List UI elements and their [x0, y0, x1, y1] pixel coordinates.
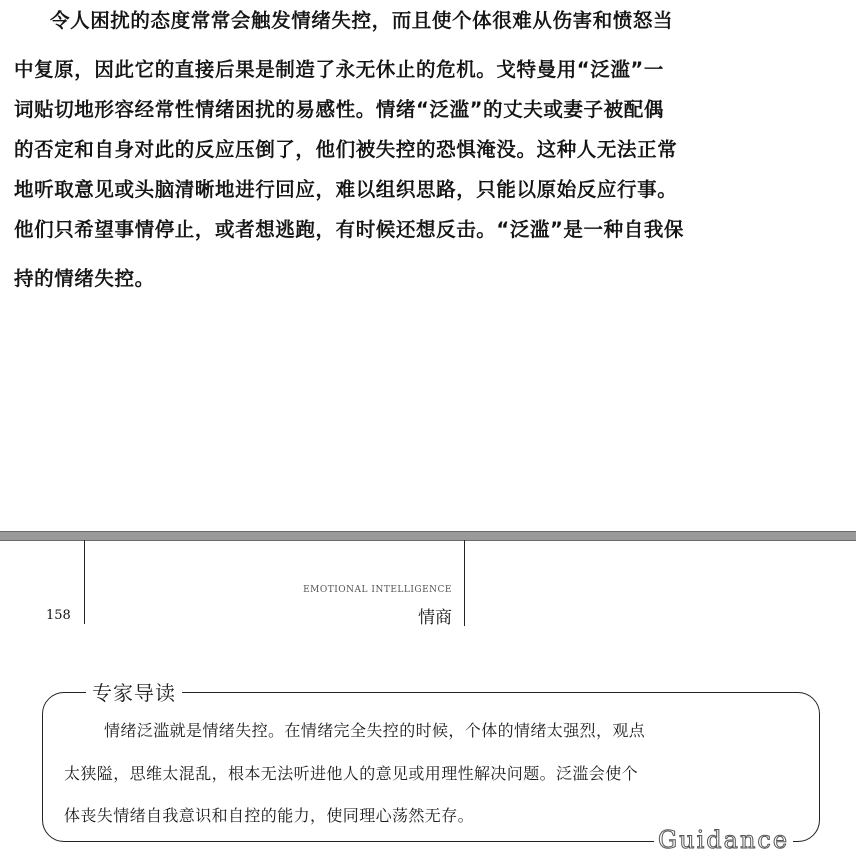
body-line: 地听取意见或头脑清晰地进行回应，难以组织思路，只能以原始反应行事。	[14, 178, 678, 201]
footer-left-rule	[84, 540, 85, 624]
page-divider	[0, 531, 856, 541]
body-line: 持的情绪失控。	[14, 267, 155, 290]
footer-right-rule	[464, 540, 465, 626]
body-line: 中复原，因此它的直接后果是制造了永无休止的危机。戈特曼用“泛滥”一	[14, 58, 664, 81]
body-line: 词贴切地形容经常性情绪困扰的易感性。情绪“泛滥”的丈夫或妻子被配偶	[14, 98, 664, 121]
guidance-label-en: Guidance	[654, 826, 793, 854]
body-line: 的否定和自身对此的反应压倒了，他们被失控的恐惧淹没。这种人无法正常	[14, 138, 678, 161]
running-title-en: EMOTIONAL INTELLIGENCE	[303, 585, 452, 595]
running-title-cn: 情商	[418, 608, 452, 628]
body-line: 令人困扰的态度常常会触发情绪失控，而且使个体很难从伤害和愤怒当	[50, 9, 674, 32]
page-number: 158	[46, 608, 71, 623]
guidance-title: 专家导读	[86, 677, 182, 706]
guidance-line: 体丧失情绪自我意识和自控的能力，使同理心荡然无存。	[64, 806, 475, 825]
guidance-line: 太狭隘，思维太混乱，根本无法听进他人的意见或用理性解决问题。泛滥会使个	[64, 764, 639, 783]
guidance-line: 情绪泛滥就是情绪失控。在情绪完全失控的时候，个体的情绪太强烈，观点	[104, 721, 646, 740]
body-line: 他们只希望事情停止，或者想逃跑，有时候还想反击。“泛滥”是一种自我保	[14, 218, 685, 241]
